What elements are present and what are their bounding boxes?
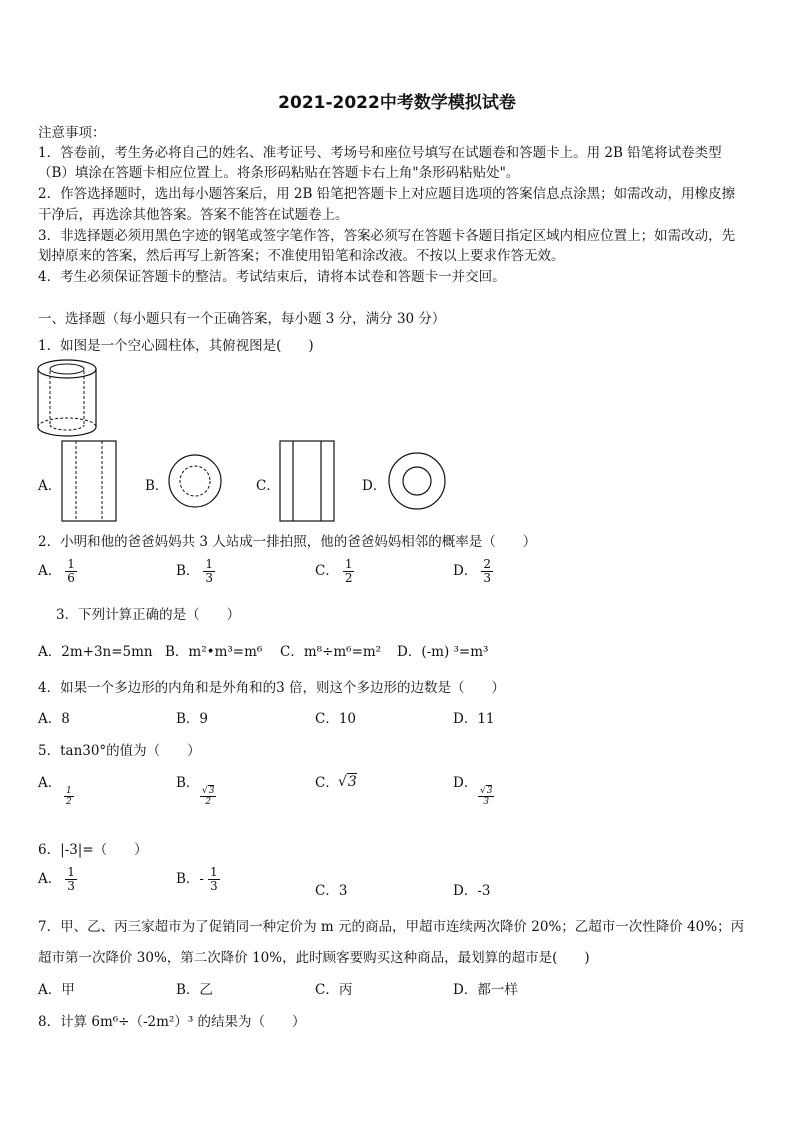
denominator: 3	[478, 796, 494, 807]
option-label: B．-	[176, 871, 204, 887]
q6-stem: 6．|-3|=（ ）	[38, 842, 148, 858]
notice-line: 干净后，再选涂其他答案。答案不能答在试题卷上。	[38, 207, 349, 223]
notice-line: 划掉原来的答案，然后再写上新答案；不准使用铅笔和涂改液。不按以上要求作答无效。	[38, 248, 565, 264]
fraction	[208, 866, 220, 893]
notice-line: （B）填涂在答题卡相应位置上。将条形码粘贴在答题卡右上角"条形码粘贴处"。	[38, 165, 520, 181]
fraction	[65, 558, 77, 585]
option-a-rectangle-figure	[60, 440, 118, 522]
q1-stem: 1．如图是一个空心圆柱体，其俯视图是( )	[38, 338, 314, 354]
q5-option-d-label: D．	[453, 775, 478, 791]
numerator: 1	[67, 557, 75, 571]
option-label: C．	[315, 563, 339, 579]
fraction	[200, 786, 216, 807]
q3-option-c: C．m⁸÷m⁶=m²	[280, 644, 382, 660]
q5-option-c-label: C．	[315, 775, 339, 791]
q4-option-c: C．10	[315, 711, 357, 727]
fraction	[481, 558, 493, 585]
notice-line: 2．作答选择题时，选出每小题答案后，用 2B 铅笔把答题卡上对应题目选项的答案信息点涂黑；如需改动，用橡皮擦	[38, 186, 736, 202]
hollow-cylinder-figure	[34, 357, 100, 441]
q1-option-b-label: B．	[145, 478, 169, 494]
q5-stem: 5．tan30°的值为（ ）	[38, 743, 201, 759]
denominator: 3	[205, 571, 214, 585]
radicand: 3	[347, 774, 357, 790]
q2-option-d	[453, 558, 493, 585]
q5-option-a-value	[60, 786, 74, 807]
q5-option-b-label: B．	[176, 775, 200, 791]
numerator: 1	[209, 865, 218, 879]
section-heading: 一、选择题（每小题只有一个正确答案，每小题 3 分，满分 30 分）	[38, 311, 446, 327]
option-b-circle-dashed-figure	[166, 452, 224, 510]
q5-option-d-value	[474, 786, 494, 807]
q1-option-a-label: A．	[38, 478, 62, 494]
q3-option-d: D．(-m) ³=m³	[397, 644, 489, 660]
notice-line: 3．非选择题必须用黑色字迹的钢笔或签字笔作答，答案必须写在答题卡各题目指定区域内相应位置上；如需改动，先	[38, 228, 736, 244]
q3-option-b: B．m²•m³=m⁶	[165, 644, 263, 660]
fraction	[478, 786, 494, 807]
q3-option-a: A．2m+3n=5mn	[38, 644, 153, 660]
option-label: A．	[38, 563, 62, 579]
q6-option-c: C．3	[315, 883, 348, 899]
notice-heading: 注意事项：	[38, 125, 106, 141]
notice-line: 4．考生必须保证答题卡的整洁。考试结束后，请将本试卷和答题卡一并交回。	[38, 269, 506, 285]
fraction	[203, 558, 215, 585]
q6-option-b	[176, 866, 220, 893]
fraction	[343, 558, 355, 585]
q4-option-a: A．8	[38, 711, 70, 727]
radical-sign: √	[338, 774, 347, 790]
option-label: A．	[38, 871, 62, 887]
q7-option-b: B．乙	[176, 982, 213, 998]
denominator: 6	[67, 571, 75, 585]
q7-option-d: D．都一样	[453, 982, 518, 998]
fraction	[64, 786, 74, 807]
radicand: 3	[208, 786, 215, 796]
denominator: 3	[209, 879, 218, 893]
q6-option-a	[38, 866, 77, 893]
q3-stem: 3．下列计算正确的是（ ）	[56, 607, 241, 623]
q2-stem: 2．小明和他的爸爸妈妈共 3 人站成一排拍照，他的爸爸妈妈相邻的概率是（ ）	[38, 534, 537, 550]
q5-option-a-label: A．	[38, 775, 62, 791]
numerator: 1	[205, 557, 214, 571]
q4-stem: 4．如果一个多边形的内角和是外角和的3 倍，则这个多边形的边数是（ ）	[38, 680, 505, 696]
q5-option-c-value	[338, 774, 357, 790]
numerator: √3	[480, 786, 493, 796]
q2-option-b	[176, 558, 215, 585]
denominator: 2	[344, 571, 353, 585]
q8-stem: 8．计算 6m⁶÷（-2m²）³ 的结果为（ ）	[38, 1014, 306, 1030]
option-c-rectangle-figure	[278, 440, 336, 522]
numerator: 1	[67, 865, 75, 879]
q6-option-d: D．-3	[453, 883, 491, 899]
option-d-ring-figure	[386, 450, 448, 512]
q7-stem-line1: 7．甲、乙、丙三家超市为了促销同一种定价为 m 元的商品，甲超市连续两次降价 20%；乙超市一次性降价 40%；丙	[38, 919, 745, 935]
q1-option-c-label: C．	[256, 478, 280, 494]
denominator: 2	[200, 796, 216, 807]
q4-option-b: B．9	[176, 711, 209, 727]
option-label: B．	[176, 563, 200, 579]
q5-option-b-value	[196, 786, 216, 807]
notice-line: 1．答卷前，考生务必将自己的姓名、准考证号、考场号和座位号填写在试题卷和答题卡上。用 2B 铅笔将试卷类型	[38, 145, 722, 161]
fraction	[65, 866, 77, 893]
q7-stem-line2: 超市第一次降价 30%，第二次降价 10%，此时顾客要购买这种商品，最划算的超市是( )	[38, 950, 590, 966]
numerator: 2	[483, 557, 491, 571]
option-label: D．	[453, 563, 478, 579]
q4-option-d: D．11	[453, 711, 495, 727]
q1-option-d-label: D．	[362, 478, 387, 494]
q7-option-c: C．丙	[315, 982, 353, 998]
denominator: 3	[67, 879, 75, 893]
denominator: 2	[66, 797, 72, 807]
denominator: 3	[483, 571, 491, 585]
q7-option-a: A．甲	[38, 982, 75, 998]
numerator: 1	[344, 557, 353, 571]
radicand: 3	[486, 786, 493, 796]
q2-option-a	[38, 558, 77, 585]
numerator: √3	[202, 786, 215, 796]
q2-option-c	[315, 558, 354, 585]
numerator: 1	[66, 786, 72, 796]
exam-title: 2021-2022中考数学模拟试卷	[278, 93, 516, 113]
